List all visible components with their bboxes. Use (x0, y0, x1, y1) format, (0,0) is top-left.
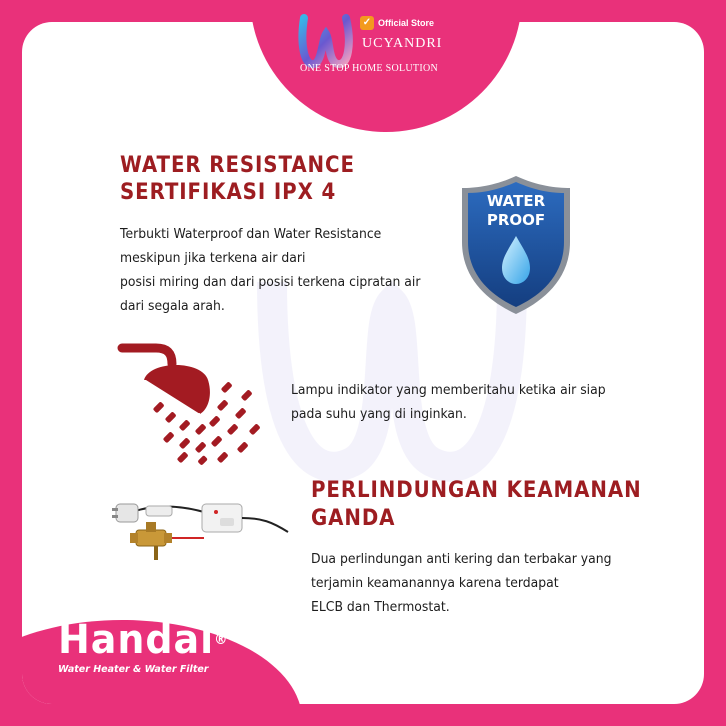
section1-line: dari segala arah. (120, 298, 225, 314)
plug-device-icon (112, 492, 292, 564)
waterproof-shield-icon (458, 172, 574, 318)
section2-description (291, 378, 606, 426)
content-card (22, 22, 704, 704)
official-store-label: Official Store (378, 18, 435, 28)
section1-line: posisi miring dan dari posisi terkena cipratan air (120, 274, 421, 290)
section3-title-line1: PERLINDUNGAN KEAMANAN (311, 478, 642, 503)
section1-title-line1: WATER RESISTANCE (120, 153, 355, 178)
section1-line: meskipun jika terkena air dari (120, 250, 306, 266)
section3-line: Dua perlindungan anti kering dan terbakar yang (311, 551, 612, 567)
section1-title-line2: SERTIFIKASI IPX 4 (120, 180, 337, 205)
official-store-badge (360, 16, 434, 30)
section3-line: terjamin keamanannya karena terdapat (311, 575, 559, 591)
section2-line: Lampu indikator yang memberitahu ketika air siap (291, 382, 606, 398)
store-tagline: ONE STOP HOME SOLUTION (300, 63, 438, 74)
shield-text-line2: PROOF (486, 211, 546, 229)
store-name: UCYANDRI (362, 36, 443, 51)
shower-head-icon (116, 338, 266, 466)
section3-description (311, 547, 612, 619)
section3-title-line2: GANDA (311, 506, 396, 531)
section1-description (120, 222, 420, 318)
store-logo-icon (296, 14, 354, 70)
section1-line: Terbukti Waterproof dan Water Resistance (120, 226, 382, 242)
section2-line: pada suhu yang di inginkan. (291, 406, 467, 422)
handal-tagline: Water Heater & Water Filter (58, 664, 209, 675)
shield-text-line1: WATER (486, 192, 546, 210)
handal-brand-text: Handal (58, 617, 215, 663)
registered-mark: ® (214, 632, 229, 648)
handal-logo (58, 618, 237, 675)
verified-check-icon: ✓ (360, 16, 374, 30)
section3-line: ELCB dan Thermostat. (311, 599, 450, 615)
